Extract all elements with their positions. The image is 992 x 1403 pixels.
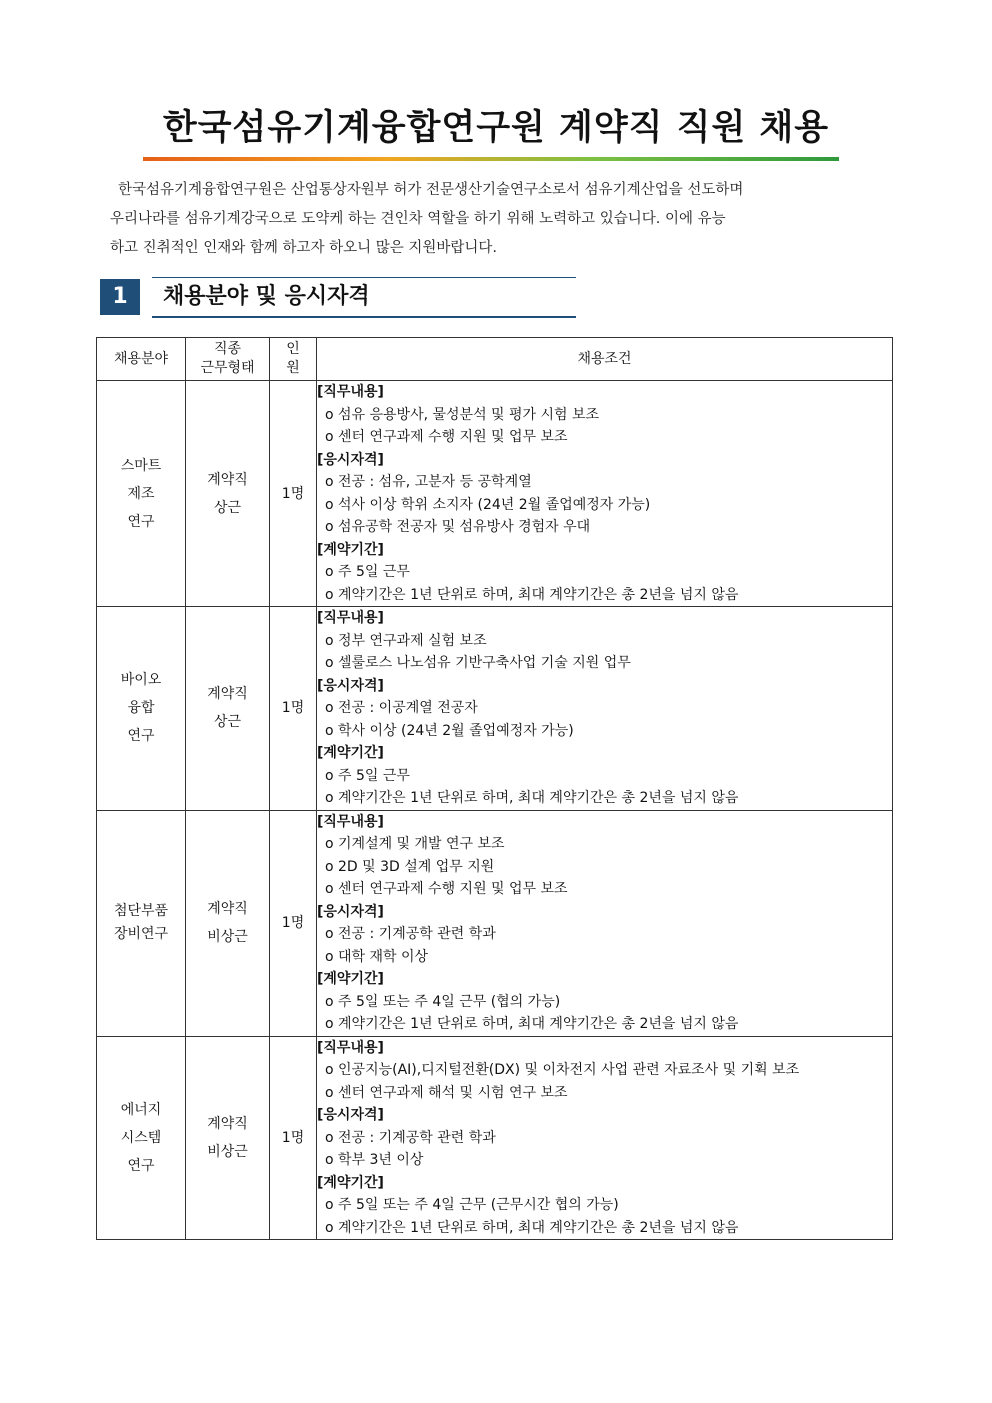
header-count-line: 원 bbox=[286, 360, 300, 376]
table-row bbox=[97, 607, 893, 811]
field-line: 융합 bbox=[127, 700, 155, 717]
qualifications-header: [응시자격] bbox=[317, 903, 384, 920]
type-cell bbox=[186, 607, 270, 811]
list-item: o 전공 : 기계공학 관련 학과 bbox=[325, 1129, 496, 1146]
list-item: o 전공 : 섬유, 고분자 등 공학계열 bbox=[325, 474, 532, 490]
list-item: o 2D 및 3D 설계 업무 지원 bbox=[325, 858, 495, 875]
field-cell bbox=[97, 810, 186, 1036]
conditions-cell bbox=[317, 607, 893, 811]
conditions-cell bbox=[317, 381, 893, 607]
table-row bbox=[97, 1036, 893, 1240]
type-line: 계약직 bbox=[207, 1115, 248, 1132]
type-cell bbox=[186, 810, 270, 1036]
field-line: 장비연구 bbox=[113, 926, 169, 942]
field-line: 첨단부품 bbox=[113, 903, 169, 919]
qualifications-header: [응시자격] bbox=[317, 677, 384, 694]
list-item: o 섬유공학 전공자 및 섬유방사 경험자 우대 bbox=[325, 519, 591, 535]
type-line: 상근 bbox=[213, 499, 242, 516]
list-item: o 섬유 응용방사, 물성분석 및 평가 시험 보조 bbox=[325, 406, 600, 423]
type-cell bbox=[186, 1036, 270, 1240]
field-line: 연구 bbox=[127, 513, 155, 530]
field-cell bbox=[97, 607, 186, 811]
title-underline bbox=[143, 157, 839, 161]
field-line: 연구 bbox=[127, 728, 155, 745]
list-item: o 주 5일 또는 주 4일 근무 (근무시간 협의 가능) bbox=[325, 1197, 619, 1213]
period-header: [계약기간] bbox=[317, 745, 384, 761]
header-count-line: 인 bbox=[286, 341, 300, 357]
list-item: o 주 5일 근무 bbox=[325, 767, 410, 784]
list-item: o 학부 3년 이상 bbox=[325, 1152, 424, 1168]
table-row bbox=[97, 810, 893, 1036]
list-item: o 센터 연구과제 수행 지원 및 업무 보조 bbox=[325, 429, 568, 445]
count-cell: 1명 bbox=[270, 607, 317, 811]
list-item: o 계약기간은 1년 단위로 하며, 최대 계약기간은 총 2년을 넘지 않음 bbox=[325, 1016, 739, 1032]
field-line: 에너지 bbox=[120, 1101, 162, 1118]
header-field: 채용분야 bbox=[97, 338, 186, 381]
intro-paragraph bbox=[110, 176, 888, 263]
header-type-line: 직종 bbox=[213, 341, 242, 357]
field-cell bbox=[97, 1036, 186, 1240]
table-header-row bbox=[97, 338, 893, 381]
section-number-badge: 1 bbox=[100, 279, 140, 315]
list-item: o 주 5일 또는 주 4일 근무 (협의 가능) bbox=[325, 993, 561, 1010]
duties-header: [직무내용] bbox=[317, 813, 384, 830]
section-title: 채용분야 및 응시자격 bbox=[163, 284, 370, 309]
period-header: [계약기간] bbox=[317, 541, 384, 558]
section-rule-bottom bbox=[152, 316, 576, 318]
header-conditions: 채용조건 bbox=[317, 338, 893, 381]
count-cell: 1명 bbox=[270, 810, 317, 1036]
list-item: o 기계설계 및 개발 연구 보조 bbox=[325, 836, 505, 852]
type-line: 계약직 bbox=[207, 901, 248, 917]
header-count bbox=[270, 338, 317, 381]
header-type bbox=[186, 338, 270, 381]
header-type-line: 근무형태 bbox=[200, 360, 255, 376]
count-cell: 1명 bbox=[270, 1036, 317, 1240]
type-line: 계약직 bbox=[207, 686, 248, 703]
type-line: 비상근 bbox=[207, 929, 248, 945]
list-item: o 계약기간은 1년 단위로 하며, 최대 계약기간은 총 2년을 넘지 않음 bbox=[325, 586, 739, 603]
type-cell bbox=[186, 381, 270, 607]
field-line: 스마트 bbox=[120, 457, 162, 474]
list-item: o 주 5일 근무 bbox=[325, 564, 410, 580]
page-title: 한국섬유기계융합연구원 계약직 직원 채용 bbox=[162, 108, 830, 148]
type-line: 비상근 bbox=[207, 1143, 248, 1160]
list-item: o 센터 연구과제 수행 지원 및 업무 보조 bbox=[325, 881, 568, 897]
table-row bbox=[97, 381, 893, 607]
conditions-cell bbox=[317, 1036, 893, 1240]
list-item: o 전공 : 기계공학 관련 학과 bbox=[325, 926, 496, 942]
period-header: [계약기간] bbox=[317, 971, 384, 987]
period-header: [계약기간] bbox=[317, 1174, 384, 1191]
field-line: 바이오 bbox=[120, 672, 162, 689]
type-line: 상근 bbox=[213, 714, 242, 731]
recruitment-table bbox=[96, 337, 893, 1240]
list-item: o 셀룰로스 나노섬유 기반구축사업 기술 지원 업무 bbox=[325, 655, 631, 671]
type-line: 계약직 bbox=[207, 471, 248, 488]
section-rule-top bbox=[152, 277, 576, 278]
list-item: o 대학 재학 이상 bbox=[325, 948, 429, 965]
intro-line: 하고 진취적인 인재와 함께 하고자 하오니 많은 지원바랍니다. bbox=[110, 240, 498, 256]
field-line: 제조 bbox=[127, 485, 155, 502]
list-item: o 전공 : 이공계열 전공자 bbox=[325, 700, 478, 716]
intro-line: 한국섬유기계융합연구원은 산업통상자원부 허가 전문생산기술연구소로서 섬유기계산업을 선도하며 bbox=[118, 182, 744, 198]
duties-header: [직무내용] bbox=[317, 1039, 384, 1056]
count-cell: 1명 bbox=[270, 381, 317, 607]
duties-header: [직무내용] bbox=[317, 384, 384, 400]
list-item: o 정부 연구과제 실험 보조 bbox=[325, 632, 487, 649]
list-item: o 센터 연구과제 해석 및 시험 연구 보조 bbox=[325, 1084, 568, 1101]
field-line: 연구 bbox=[127, 1157, 155, 1174]
list-item: o 석사 이상 학위 소지자 (24년 2월 졸업예정자 가능) bbox=[325, 496, 651, 513]
list-item: o 인공지능(AI),디지털전환(DX) 및 이차전지 사업 관련 자료조사 및 기획 보조 bbox=[325, 1062, 800, 1078]
qualifications-header: [응시자격] bbox=[317, 1107, 384, 1123]
list-item: o 계약기간은 1년 단위로 하며, 최대 계약기간은 총 2년을 넘지 않음 bbox=[325, 790, 739, 806]
field-cell bbox=[97, 381, 186, 607]
field-line: 시스템 bbox=[120, 1129, 162, 1146]
conditions-cell bbox=[317, 810, 893, 1036]
list-item: o 계약기간은 1년 단위로 하며, 최대 계약기간은 총 2년을 넘지 않음 bbox=[325, 1219, 739, 1236]
qualifications-header: [응시자격] bbox=[317, 451, 384, 468]
list-item: o 학사 이상 (24년 2월 졸업예정자 가능) bbox=[325, 722, 574, 739]
duties-header: [직무내용] bbox=[317, 610, 384, 626]
intro-line: 우리나라를 섬유기계강국으로 도약케 하는 견인차 역할을 하기 위해 노력하고 있습니다. 이에 유능 bbox=[110, 211, 726, 227]
